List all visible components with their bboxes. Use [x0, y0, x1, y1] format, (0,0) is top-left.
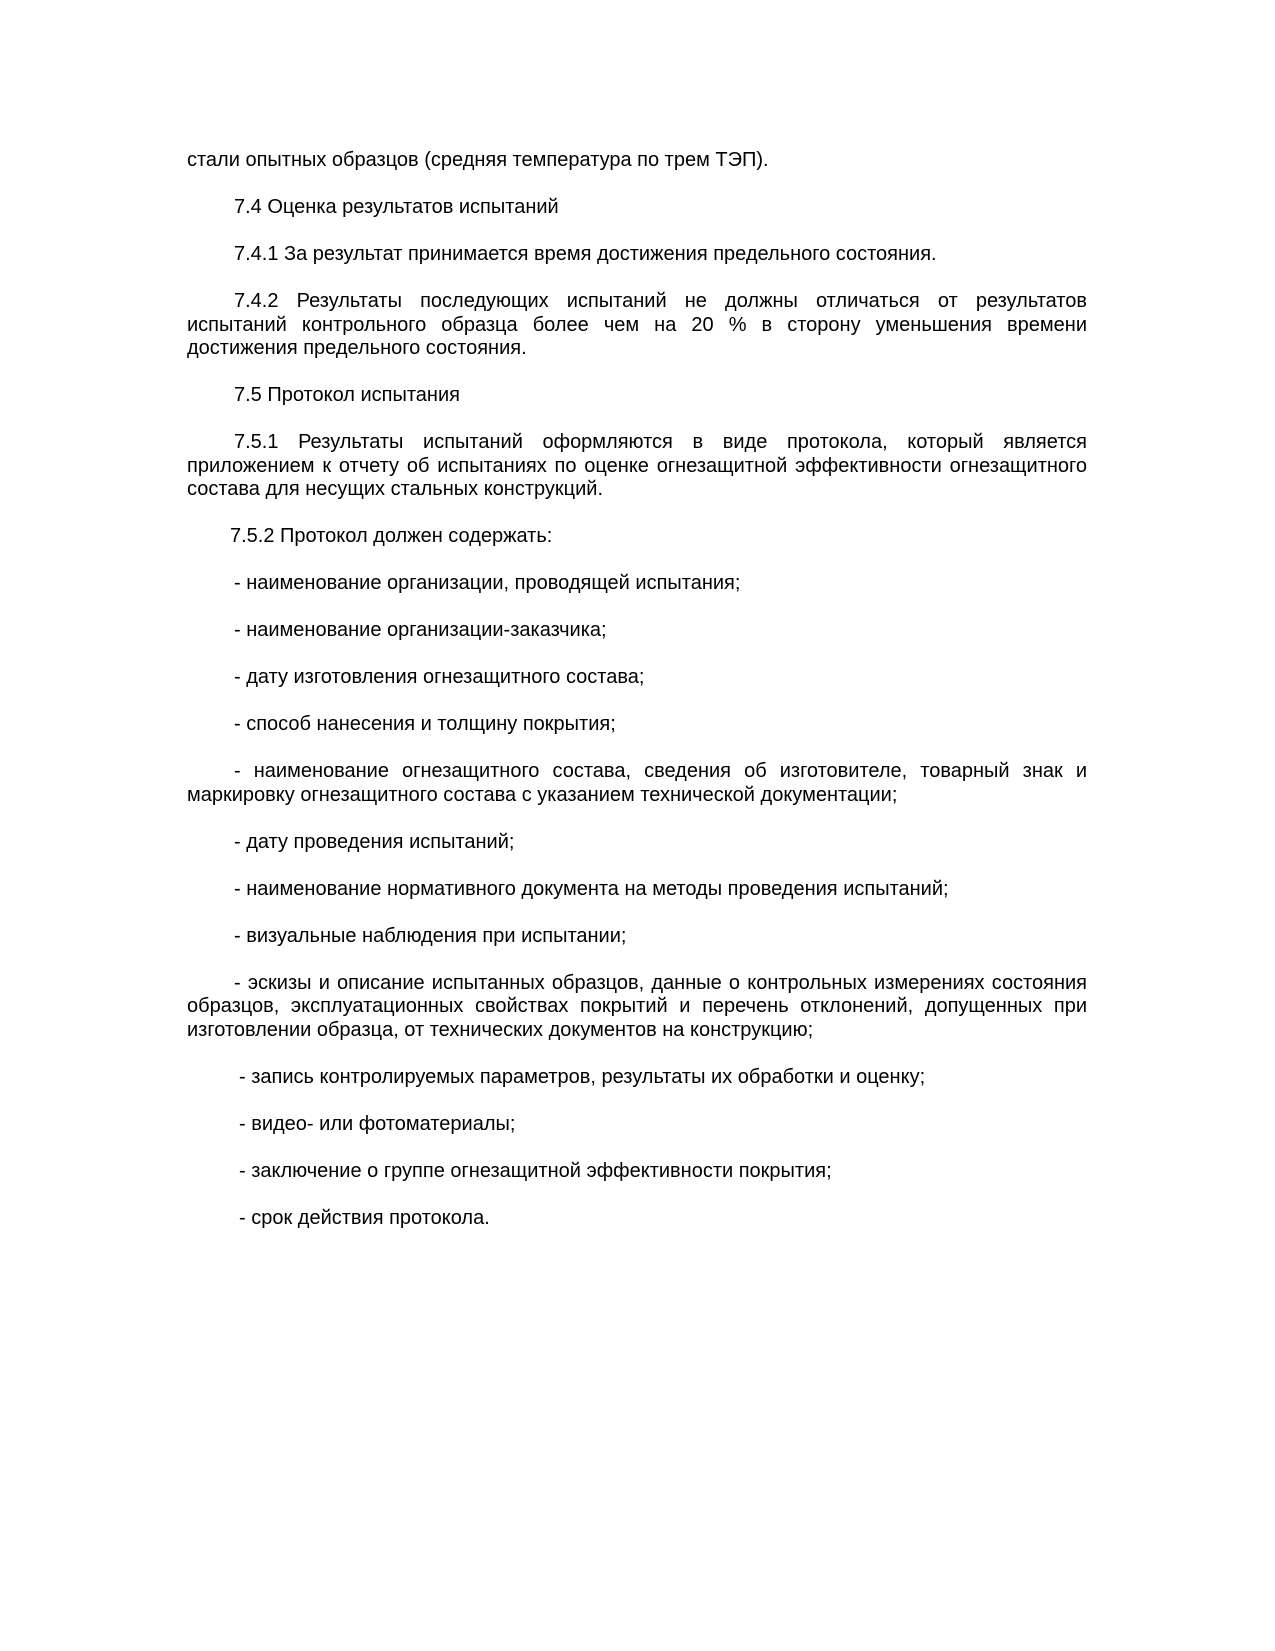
list-item: - наименование организации, проводящей испытания;	[234, 572, 741, 594]
list-item: - заключение о группе огнезащитной эффективности покрытия;	[239, 1159, 832, 1182]
list-item: - дату изготовления огнезащитного состава;	[234, 666, 645, 688]
list-item: - запись контролируемых параметров, результаты их обработки и оценку;	[239, 1065, 926, 1088]
list-item: - наименование огнезащитного состава, сведения об изготовителе, товарный знак и маркировку огнезащитного состава с указанием технической документации;	[187, 760, 1087, 806]
document-body	[187, 149, 1087, 1254]
list-item: - наименование нормативного документа на методы проведения испытаний;	[234, 877, 949, 900]
paragraph-continuation: стали опытных образцов (средняя температура по трем ТЭП).	[187, 149, 769, 171]
list-item: - срок действия протокола.	[239, 1206, 490, 1229]
list-item: - эскизы и описание испытанных образцов, данные о контрольных измерениях состояния образцов, эксплуатационных свойствах покрытий и перечень отклонений, допущенных при изготовлении образца, от технических документов на конструкцию;	[187, 971, 1087, 1041]
paragraph-7-4-1: 7.4.1 За результат принимается время достижения предельного состояния.	[234, 243, 937, 265]
list-item: - визуальные наблюдения при испытании;	[234, 924, 627, 947]
section-heading-7-5: 7.5 Протокол испытания	[234, 384, 460, 406]
paragraph-7-5-2: 7.5.2 Протокол должен содержать:	[230, 525, 553, 547]
section-heading-7-4: 7.4 Оценка результатов испытаний	[234, 196, 559, 218]
list-item: - видео- или фотоматериалы;	[239, 1112, 516, 1135]
list-item: - дату проведения испытаний;	[234, 830, 515, 853]
paragraph-7-4-2: 7.4.2 Результаты последующих испытаний не должны отличаться от результатов испытаний контрольного образца более чем на 20 % в сторону уменьшения времени достижения предельного состояния.	[187, 290, 1087, 359]
list-item: - способ нанесения и толщину покрытия;	[234, 713, 616, 735]
paragraph-7-5-1: 7.5.1 Результаты испытаний оформляются в виде протокола, который является приложением к отчету об испытаниях по оценке огнезащитной эффективности огнезащитного состава для несущих стальных конструкций.	[187, 431, 1087, 500]
list-item: - наименование организации-заказчика;	[234, 619, 607, 641]
